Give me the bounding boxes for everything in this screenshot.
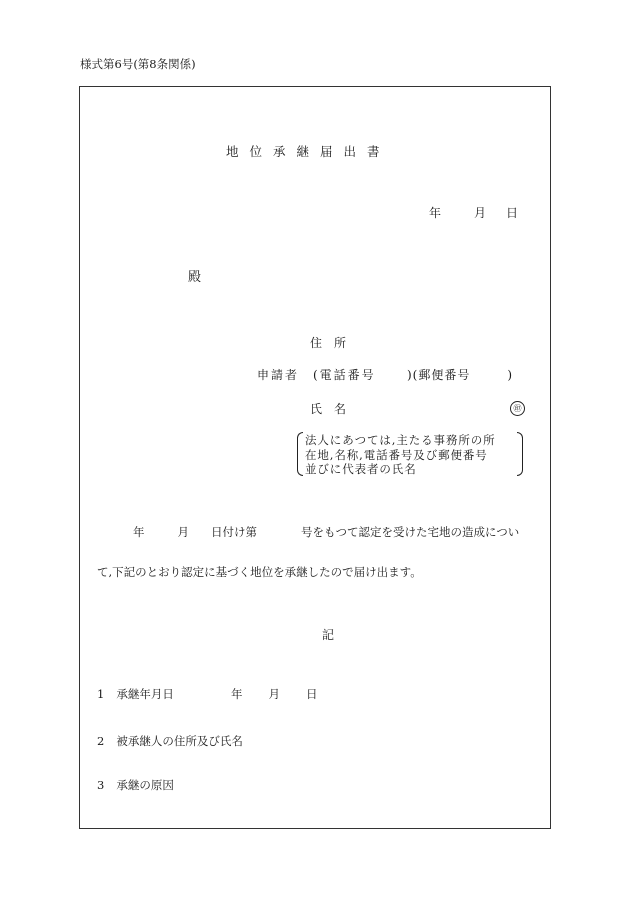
body-year: 年 [133, 525, 145, 539]
ki-heading: 記 [322, 628, 335, 642]
year-label: 年 [231, 687, 243, 701]
corporate-note [297, 432, 523, 476]
body-line-1 [133, 527, 519, 539]
body-rest: 号をもつて認定を受けた宅地の造成につい [301, 525, 520, 539]
addressee-suffix: 殿 [188, 270, 202, 285]
succession-date [231, 689, 318, 701]
item-number: 1 [97, 687, 105, 701]
item-3 [97, 780, 174, 792]
submission-date [429, 207, 518, 219]
note-line-2: 在地,名称,電話番号及び郵便番号 [305, 447, 488, 462]
bracket-left [297, 432, 303, 476]
item-number: 2 [97, 734, 105, 748]
postal-open: )(郵便番号 [407, 368, 471, 382]
item-2 [97, 736, 243, 748]
postal-label [407, 369, 513, 381]
applicant-label: 申請者 [257, 368, 300, 382]
item-label: 被承継人の住所及び氏名 [116, 734, 243, 748]
note-line-3: 並びに代表者の氏名 [305, 462, 417, 476]
seal-mark: ㊞ [510, 401, 525, 416]
month-label: 月 [268, 687, 280, 701]
bracket-right [517, 432, 523, 476]
body-line-2: て,下記のとおり認定に基づく地位を承継したので届け出ます。 [97, 565, 422, 579]
item-label: 承継の原因 [116, 778, 174, 792]
day-label: 日 [506, 206, 519, 220]
note-line-1: 法人にあつては,主たる事務所の所 [305, 433, 496, 447]
body-day-prefix: 日付け第 [211, 525, 257, 539]
name-label: 氏名 [310, 402, 359, 416]
phone-label: (電話番号 [313, 368, 376, 382]
item-label: 承継年月日 [116, 687, 174, 701]
postal-close: ) [507, 368, 514, 382]
day-label: 日 [306, 687, 318, 701]
month-label: 月 [474, 206, 487, 220]
form-number: 様式第6号(第8条関係) [80, 57, 196, 71]
address-label: 住所 [310, 336, 359, 350]
item-number: 3 [97, 778, 105, 792]
document-title: 地位承継届出書 [226, 144, 391, 159]
year-label: 年 [429, 206, 442, 220]
body-month: 月 [177, 525, 189, 539]
item-1 [97, 689, 174, 701]
